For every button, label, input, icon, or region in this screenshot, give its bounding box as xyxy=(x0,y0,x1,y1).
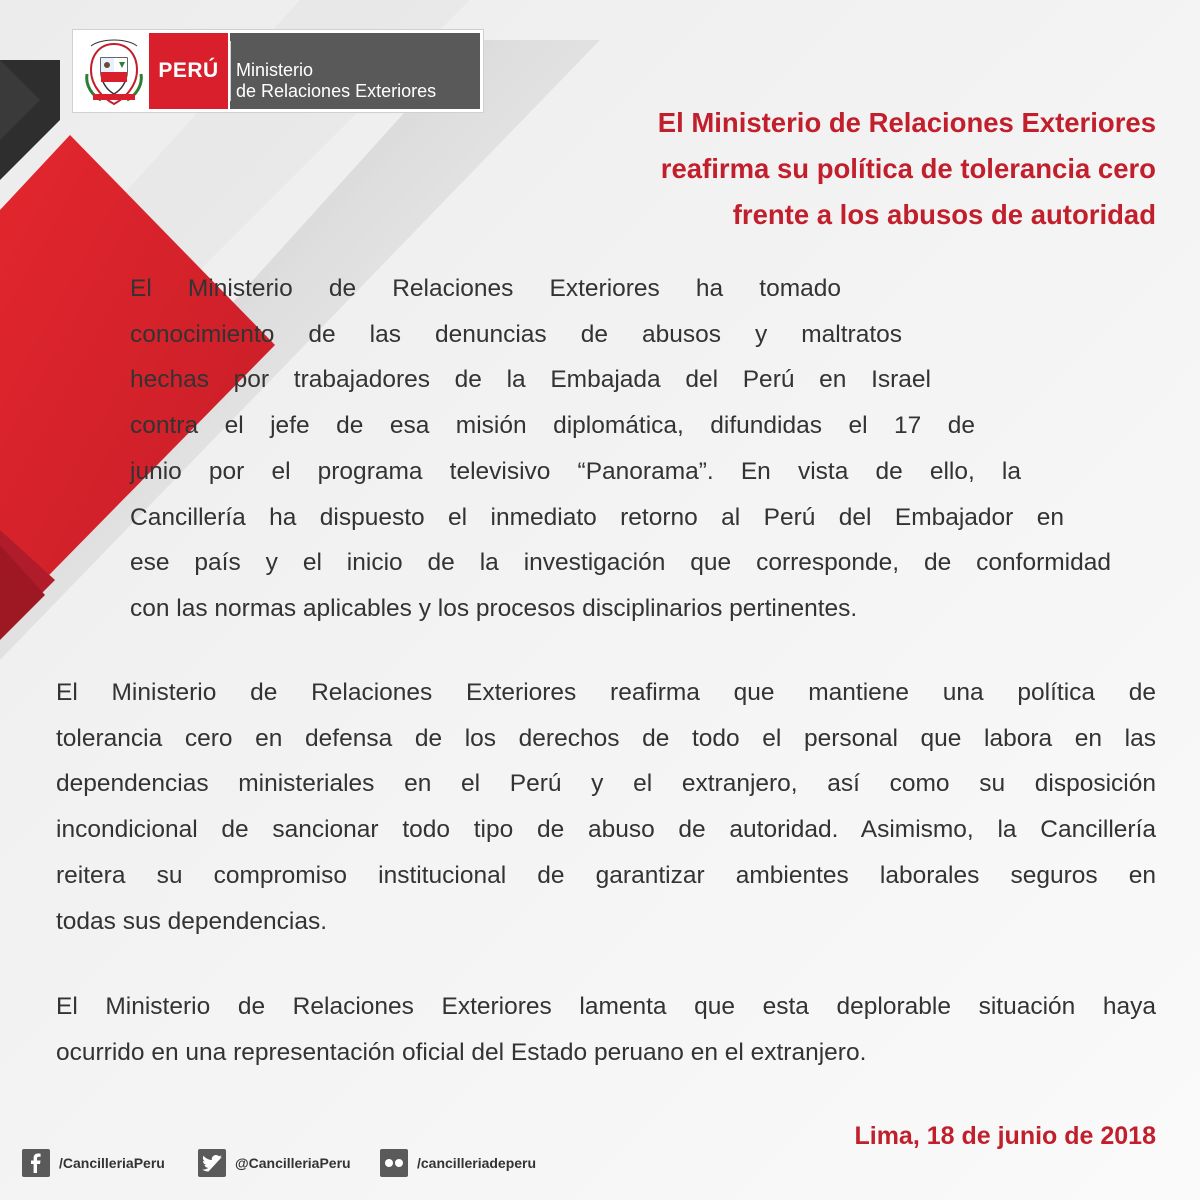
headline-line: frente a los abusos de autoridad xyxy=(732,199,1156,230)
coat-of-arms-icon xyxy=(79,34,149,110)
ministry-name-line1: Ministerio xyxy=(236,60,314,80)
paragraph-line: ese país y el inicio de la investigación que corresponde, de conformidad xyxy=(130,549,1111,577)
paragraph-line: con las normas aplicables y los procesos disciplinarios pertinentes. xyxy=(130,594,858,622)
flickr-link[interactable] xyxy=(380,1146,536,1180)
facebook-link[interactable] xyxy=(22,1146,165,1180)
headline-line: reafirma su política de tolerancia cero xyxy=(660,153,1156,184)
paragraph-line: El Ministerio de Relaciones Exteriores lamenta que esta deplorable situación haya xyxy=(56,993,1156,1020)
facebook-handle: /CancilleriaPeru xyxy=(59,1155,165,1171)
peru-wordmark: PERÚ xyxy=(149,33,228,109)
flickr-icon xyxy=(380,1149,408,1177)
paragraph-line: El Ministerio de Relaciones Exteriores reafirma que mantiene una política de xyxy=(56,679,1156,706)
paragraph-1 xyxy=(130,266,1156,632)
paragraph-line: dependencias ministeriales en el Perú y el extranjero, así como su disposición xyxy=(56,770,1156,798)
twitter-icon xyxy=(198,1149,226,1177)
paragraph-line: contra el jefe de esa misión diplomática, difundidas el 17 de xyxy=(130,412,975,440)
flickr-handle: /cancilleriadeperu xyxy=(417,1155,537,1171)
paragraph-line: incondicional de sancionar todo tipo de abuso de autoridad. Asimismo, la Cancillería xyxy=(56,816,1156,844)
ministry-name xyxy=(230,33,480,109)
paragraph-line: conocimiento de las denuncias de abusos y maltratos xyxy=(130,320,902,348)
headline-line: El Ministerio de Relaciones Exteriores xyxy=(657,107,1156,138)
paragraph-line: Cancillería ha dispuesto el inmediato retorno al Perú del Embajador en xyxy=(130,503,1064,531)
paragraph-line: junio por el programa televisivo “Panorama”. En vista de ello, la xyxy=(130,457,1021,485)
paragraph-line: todas sus dependencias. xyxy=(56,907,328,935)
paragraph-line: ocurrido en una representación oficial del Estado peruano en el extranjero. xyxy=(56,1038,867,1066)
paragraph-3 xyxy=(56,984,1156,1075)
paragraph-line: hechas por trabajadores de la Embajada del Perú en Israel xyxy=(130,366,931,394)
paragraph-line: El Ministerio de Relaciones Exteriores ha tomado xyxy=(130,275,841,302)
paragraph-2 xyxy=(56,670,1156,944)
twitter-handle: @CancilleriaPeru xyxy=(235,1155,351,1171)
ministry-logo xyxy=(72,29,484,113)
paragraph-line: tolerancia cero en defensa de los derechos de todo el personal que labora en las xyxy=(56,724,1156,752)
date-line: Lima, 18 de junio de 2018 xyxy=(854,1122,1156,1150)
headline xyxy=(456,100,1156,238)
twitter-link[interactable] xyxy=(198,1146,351,1180)
paragraph-line: reitera su compromiso institucional de garantizar ambientes laborales seguros en xyxy=(56,861,1156,889)
ministry-name-line2: de Relaciones Exteriores xyxy=(236,81,437,101)
facebook-icon xyxy=(22,1149,50,1177)
